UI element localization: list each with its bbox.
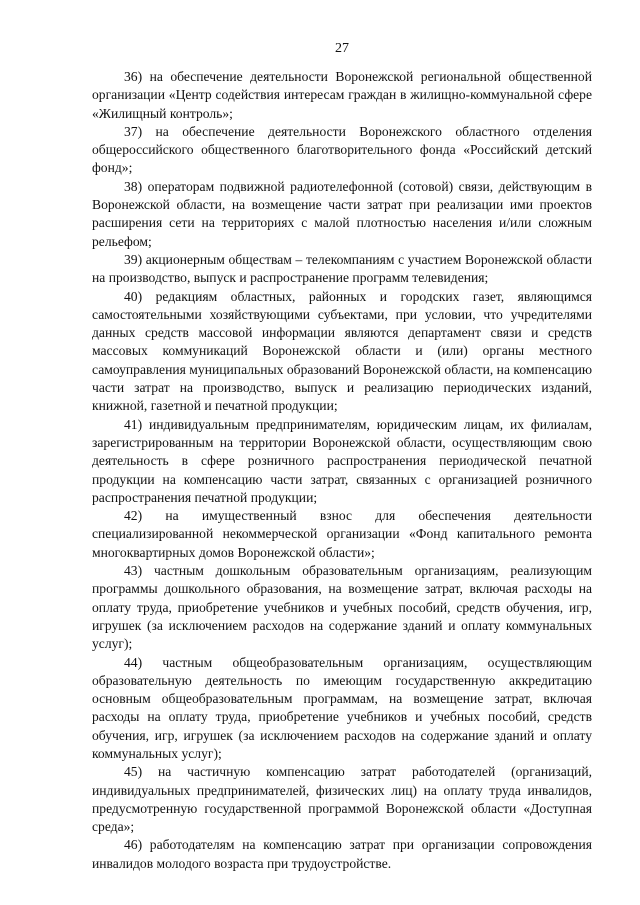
list-item: 43) частным дошкольным образовательным организациям, реализующим программы дошкольного образования, на возмещение затрат, включая расходы на оплату труда, приобретение учебников и учебных пособий, средств обучения, игр, игрушек (за исключением расходов на содержание зданий и оплату коммунальных услуг);	[92, 563, 592, 652]
list-item: 40) редакциям областных, районных и городских газет, являющимся самостоятельными хозяйствующими субъектами, при условии, что учредителями данных средств массовой информации являются департамент связи и средств массовых коммуникаций Воронежской области и (или) органы местного самоуправления муниципальных образований Воронежской области, на компенсацию части затрат на производство, выпуск и реализацию периодических изданий, книжной, газетной и печатной продукции;	[92, 288, 592, 414]
list-item: 39) акционерным обществам – телекомпаниям с участием Воронежской области на производство, выпуск и распространение программ телевидения;	[92, 251, 592, 286]
list-item: 46) работодателям на компенсацию затрат при организации сопровождения инвалидов молодого возраста при трудоустройстве.	[92, 837, 592, 871]
list-item: 37) на обеспечение деятельности Воронежского областного отделения общероссийского общественного благотворительного фонда «Российский детский фонд»;	[92, 123, 592, 176]
page-number: 27	[335, 41, 349, 56]
document-body	[92, 68, 592, 873]
list-item: 42) на имущественный взнос для обеспечения деятельности специализированной некоммерческой организации «Фонд капитального ремонта многоквартирных домов Воронежской области»;	[92, 508, 592, 560]
list-item: 44) частным общеобразовательным организациям, осуществляющим образовательную деятельность по имеющим государственную аккредитацию основным общеобразовательным программам, на возмещение затрат, включая расходы на оплату труда, приобретение учебников и учебных пособий, средств обучения, игр, игрушек (за исключением расходов на содержание зданий и оплату коммунальных услуг);	[92, 654, 592, 761]
list-item: 41) индивидуальным предпринимателям, юридическим лицам, их филиалам, зарегистрированным на территории Воронежской области, осуществляющим свою деятельность в сфере розничного распространения периодической печатной продукции на компенсацию части затрат, связанных с организацией розничного распространения печатной продукции;	[92, 416, 592, 505]
list-item: 45) на частичную компенсацию затрат работодателей (организаций, индивидуальных предпринимателей, физических лиц) на оплату труда инвалидов, предусмотренную государственной программой Воронежской области «Доступная среда»;	[92, 764, 592, 835]
list-item: 36) на обеспечение деятельности Воронежской региональной общественной организации «Центр содействия интересам граждан в жилищно-коммунальной сфере «Жилищный контроль»;	[92, 69, 592, 121]
list-item: 38) операторам подвижной радиотелефонной (сотовой) связи, действующим в Воронежской области, на возмещение части затрат при реализации ими проектов расширения сети на территориях с малой плотностью населения и/или сложным рельефом;	[92, 178, 592, 249]
